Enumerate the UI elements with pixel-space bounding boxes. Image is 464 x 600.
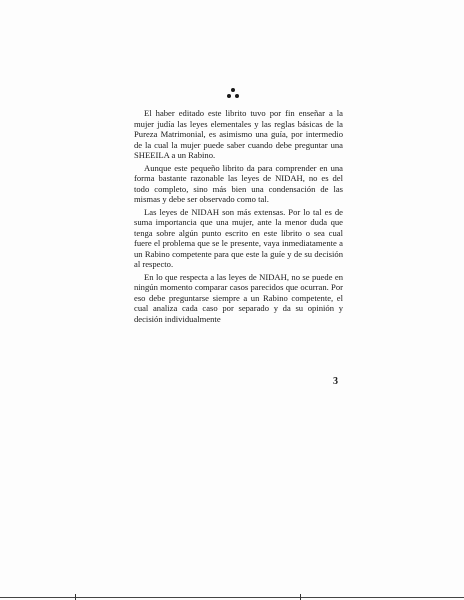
paragraph-1: El haber editado este librito tuvo por fin enseñar a la mujer judía las leyes elementales y las reglas básicas de la Pureza Matrimonial, es asimismo una guía, por intermedio de la cual la mujer puede saber cuando debe preguntar una SHEEILA a un Rabino.	[134, 108, 343, 160]
paragraph-4: En lo que respecta a las leyes de NIDAH, no se puede en ningún momento comparar casos parecidos que ocurran. Por eso debe preguntarse siempre a un Rabino competente, el cual analiza cada caso por separado y da su opinión y decisión individualmente	[134, 271, 343, 324]
paragraph-3: Las leyes de NIDAH son más extensas. Por lo tal es de suma importancia que una mujer, ante la menor duda que tenga sobre algún punto escrito en este librito o sea cual fuere el problema que se le presente, vaya inmediatamente a un Rabino competente para que este la guíe y de su decisión al respecto.	[134, 206, 343, 269]
page-number: 3	[333, 376, 338, 387]
bottom-rule	[0, 597, 464, 598]
crop-mark	[300, 594, 301, 600]
crop-mark	[75, 594, 76, 600]
body-text	[134, 108, 343, 326]
paragraph-2: Aunque este pequeño librito da para comprender en una forma bastante razonable las leyes de NIDAH, no es del todo completo, sino más bien una condensación de las mismas y debe ser observado como tal.	[134, 162, 343, 204]
three-dot-ornament-icon	[226, 88, 240, 100]
